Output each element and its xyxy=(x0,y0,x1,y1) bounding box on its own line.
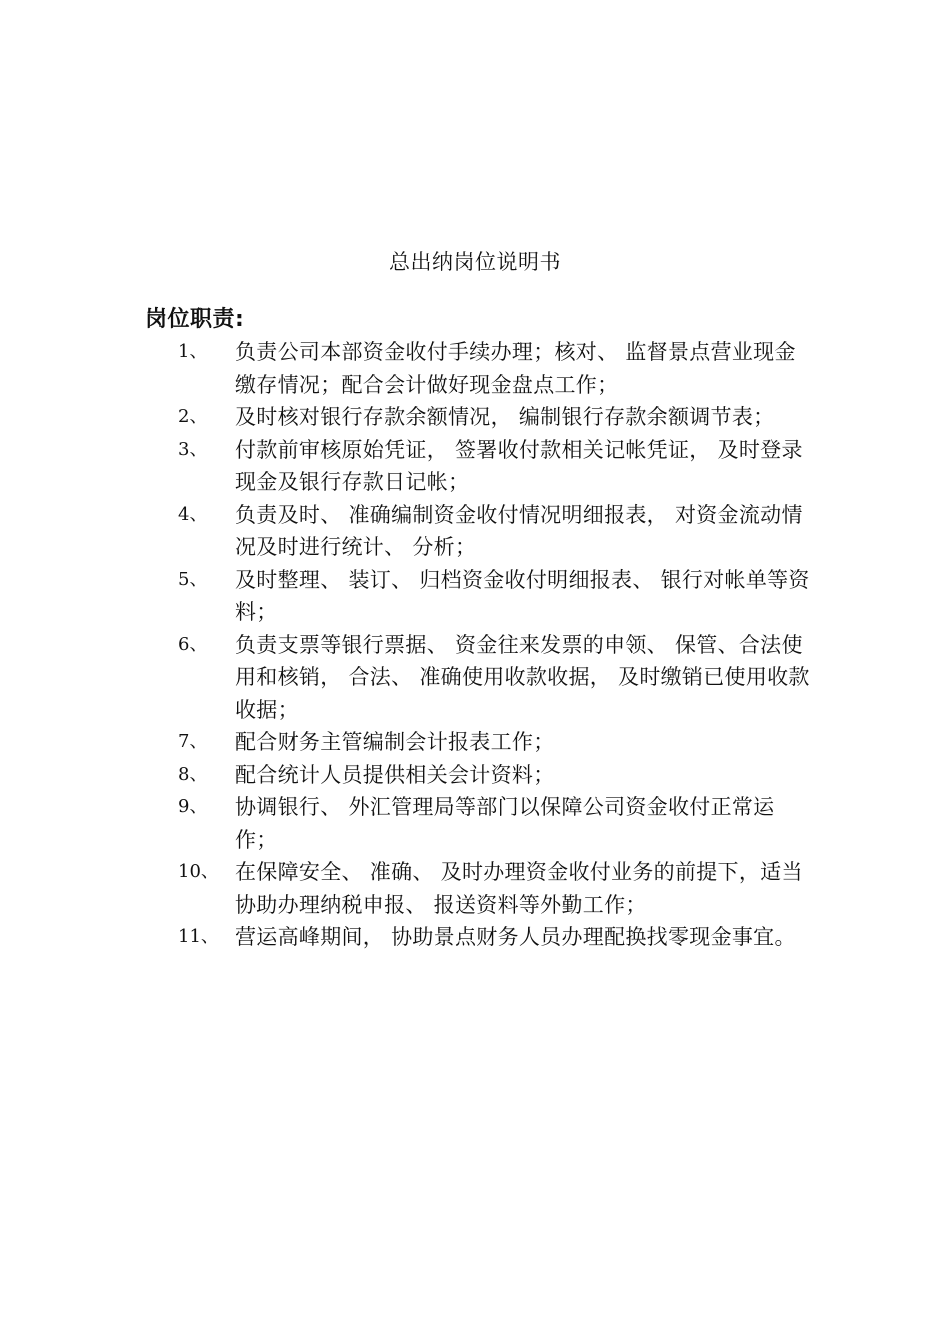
list-item xyxy=(178,401,818,434)
item-text: 负责支票等银行票据、 资金往来发票的申领、 保管、合法使用和核销， 合法、 准确使用收款收据， 及时缴销已使用收款收据； xyxy=(235,632,810,722)
item-number: 1、 xyxy=(178,341,208,362)
item-text: 负责及时、 准确编制资金收付情况明细报表， 对资金流动情况及时进行统计、 分析； xyxy=(235,502,803,559)
list-item xyxy=(178,791,818,856)
item-text: 及时核对银行存款余额情况， 编制银行存款余额调节表； xyxy=(235,405,775,429)
item-number: 11、 xyxy=(178,926,219,947)
list-item xyxy=(178,759,818,792)
duty-list xyxy=(178,336,818,954)
item-number: 5、 xyxy=(178,568,208,590)
item-text: 在保障安全、 准确、 及时办理资金收付业务的前提下，适当协助办理纳税申报、 报送资料等外勤工作； xyxy=(235,860,803,917)
item-text: 及时整理、 装订、 归档资金收付明细报表、 银行对帐单等资料； xyxy=(235,567,810,624)
item-text: 付款前审核原始凭证， 签署收付款相关记帐凭证， 及时登录现金及银行存款日记帐； xyxy=(235,437,803,494)
item-text: 配合财务主管编制会计报表工作； xyxy=(235,730,555,754)
list-item xyxy=(178,564,818,629)
list-item xyxy=(178,856,818,921)
list-item xyxy=(178,336,818,401)
item-number: 10、 xyxy=(178,861,219,882)
item-text: 协调银行、 外汇管理局等部门以保障公司资金收付正常运作； xyxy=(235,795,775,852)
item-text: 配合统计人员提供相关会计资料； xyxy=(235,762,555,787)
document-title: 总出纳岗位说明书 xyxy=(389,250,561,274)
item-number: 4、 xyxy=(178,503,208,525)
section-heading: 岗位职责: xyxy=(145,307,245,332)
item-number: 2、 xyxy=(178,406,208,427)
item-number: 6、 xyxy=(178,633,208,655)
item-number: 7、 xyxy=(178,731,208,752)
list-item xyxy=(178,921,818,954)
list-item xyxy=(178,629,818,727)
item-number: 8、 xyxy=(178,763,208,785)
list-item xyxy=(178,499,818,564)
item-number: 9、 xyxy=(178,796,208,817)
item-number: 3、 xyxy=(178,438,208,460)
list-item xyxy=(178,726,818,759)
item-text: 营运高峰期间， 协助景点财务人员办理配换找零现金事宜。 xyxy=(235,925,796,949)
item-text: 负责公司本部资金收付手续办理；核对、 监督景点营业现金缴存情况；配合会计做好现金盘点工作； xyxy=(235,340,796,397)
list-item xyxy=(178,434,818,499)
